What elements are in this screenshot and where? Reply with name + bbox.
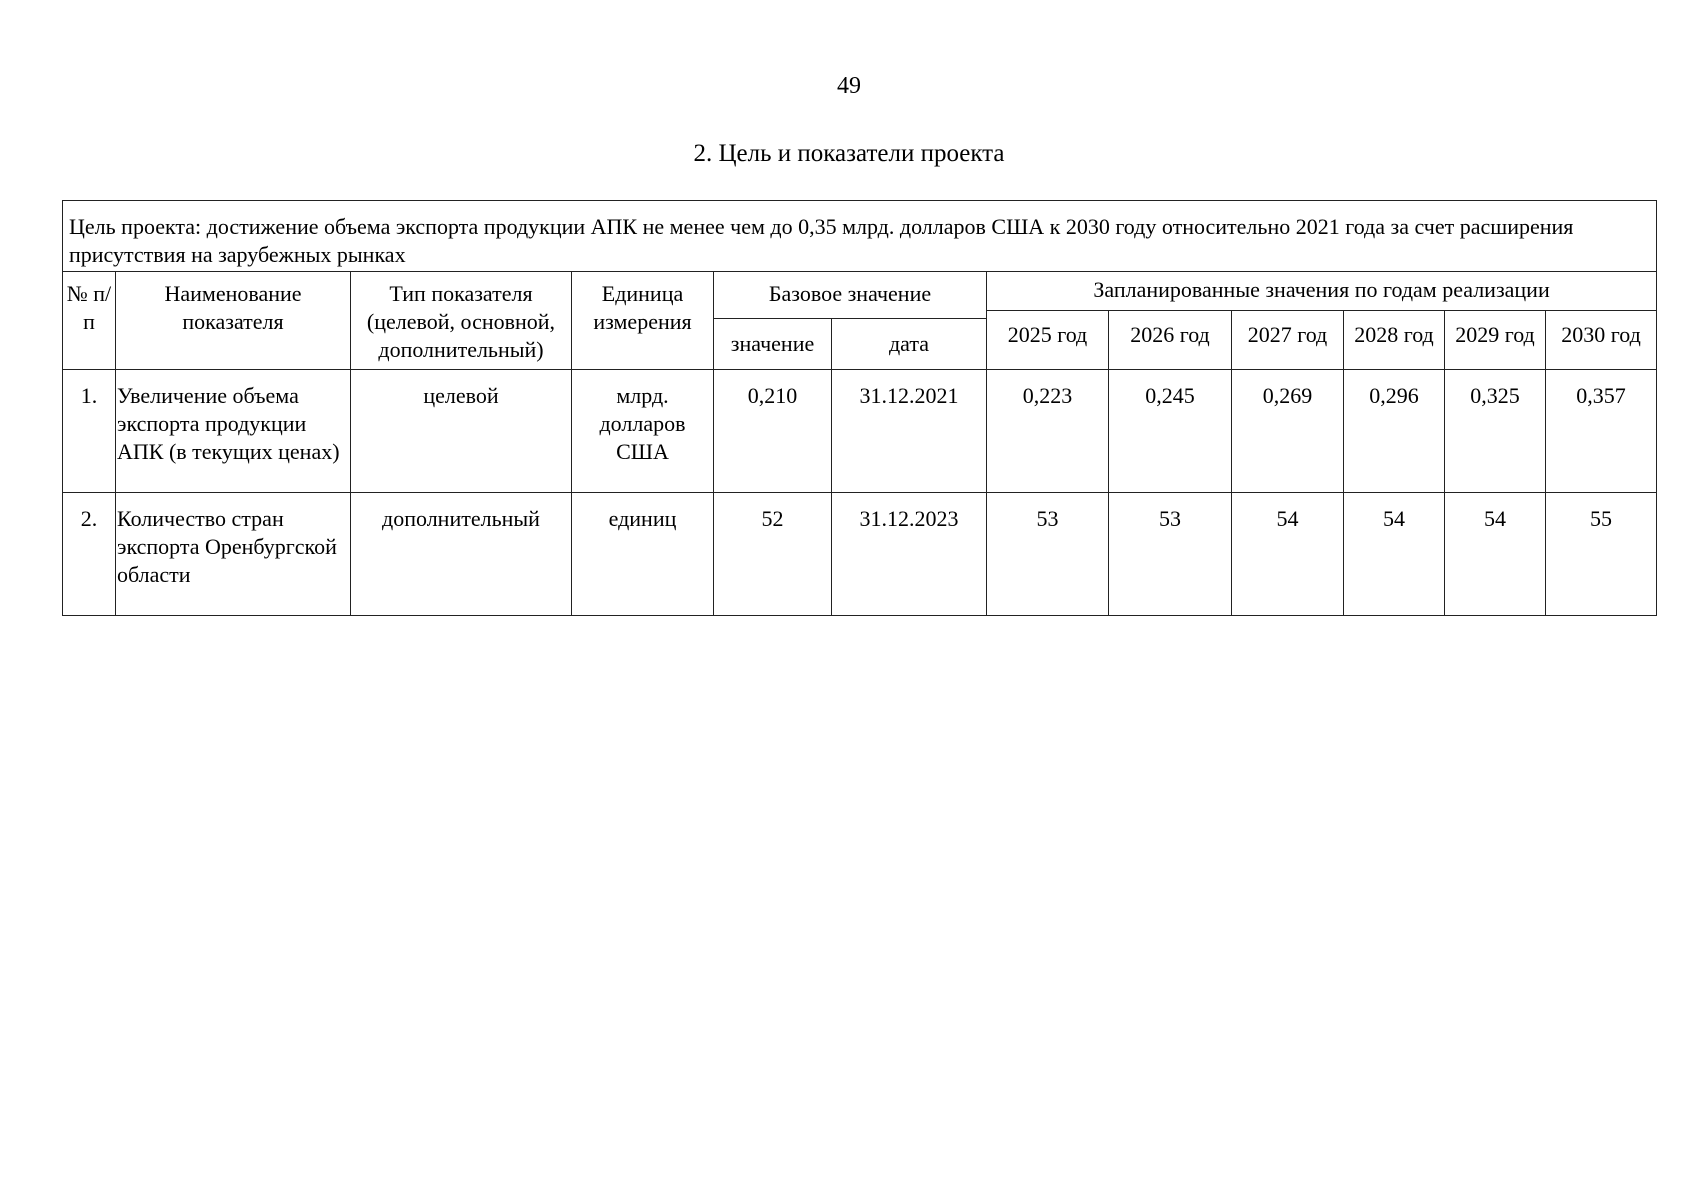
row-year-2025: 0,223	[987, 370, 1109, 493]
row-year-2026: 0,245	[1109, 370, 1232, 493]
header-row-1	[63, 272, 1657, 311]
row-year-2030: 0,357	[1546, 370, 1657, 493]
header-name: Наименование показателя	[116, 272, 351, 370]
header-year-2030: 2030 год	[1546, 311, 1657, 370]
goal-row	[63, 201, 1657, 272]
row-unit: единиц	[572, 493, 714, 616]
header-year-2027: 2027 год	[1232, 311, 1344, 370]
header-base: Базовое значение	[714, 272, 987, 319]
header-planned: Запланированные значения по годам реализации	[987, 272, 1657, 311]
row-type: дополнительный	[351, 493, 572, 616]
row-base-value: 0,210	[714, 370, 832, 493]
row-year-2026: 53	[1109, 493, 1232, 616]
header-year-2025: 2025 год	[987, 311, 1109, 370]
row-base-value: 52	[714, 493, 832, 616]
row-base-date: 31.12.2023	[832, 493, 987, 616]
row-year-2027: 54	[1232, 493, 1344, 616]
header-type: Тип показателя (целевой, основной, дополнительный)	[351, 272, 572, 370]
table-row	[63, 370, 1657, 493]
row-year-2029: 0,325	[1445, 370, 1546, 493]
indicators-table-wrapper	[62, 200, 1656, 616]
row-year-2028: 0,296	[1344, 370, 1445, 493]
row-year-2030: 55	[1546, 493, 1657, 616]
row-year-2028: 54	[1344, 493, 1445, 616]
header-num: № п/п	[63, 272, 116, 370]
row-name: Количество стран экспорта Оренбургской области	[116, 493, 351, 616]
row-num: 2.	[63, 493, 116, 616]
header-unit: Единица измерения	[572, 272, 714, 370]
page-number: 49	[837, 73, 861, 99]
row-year-2029: 54	[1445, 493, 1546, 616]
project-goal: Цель проекта: достижение объема экспорта продукции АПК не менее чем до 0,35 млрд. долларов США к 2030 году относительно 2021 года за счет расширения присутствия на зарубежных рынках	[63, 201, 1657, 272]
header-base-date: дата	[832, 319, 987, 370]
header-year-2026: 2026 год	[1109, 311, 1232, 370]
row-base-date: 31.12.2021	[832, 370, 987, 493]
row-num: 1.	[63, 370, 116, 493]
header-year-2029: 2029 год	[1445, 311, 1546, 370]
row-year-2025: 53	[987, 493, 1109, 616]
header-year-2028: 2028 год	[1344, 311, 1445, 370]
indicators-table	[62, 200, 1657, 616]
row-name: Увеличение объема экспорта продукции АПК (в текущих ценах)	[116, 370, 351, 493]
table-row	[63, 493, 1657, 616]
row-unit: млрд. долларов США	[572, 370, 714, 493]
header-base-value: значение	[714, 319, 832, 370]
row-type: целевой	[351, 370, 572, 493]
section-title: 2. Цель и показатели проекта	[693, 140, 1005, 167]
row-year-2027: 0,269	[1232, 370, 1344, 493]
